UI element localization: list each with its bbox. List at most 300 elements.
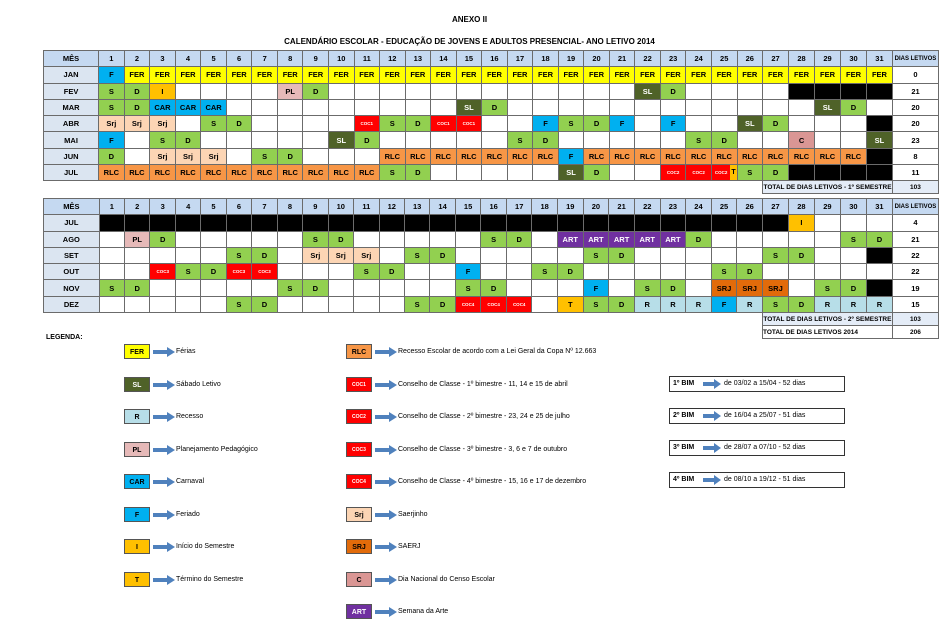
day-cell — [328, 116, 354, 132]
day-number-header: 28 — [788, 199, 814, 215]
day-cell — [841, 132, 867, 148]
day-cell: FER — [431, 67, 457, 83]
day-cell — [635, 132, 661, 148]
day-number-header: 21 — [609, 199, 635, 215]
annex-title: ANEXO II — [451, 15, 488, 24]
day-number-header: 29 — [815, 51, 841, 67]
day-number-header: 19 — [557, 199, 583, 215]
day-cell — [150, 296, 176, 312]
day-number-header: 11 — [354, 51, 380, 67]
day-cell — [532, 231, 557, 247]
day-cell: FER — [405, 67, 431, 83]
arrow-icon — [152, 575, 176, 585]
day-cell — [558, 83, 584, 99]
day-cell — [328, 215, 353, 231]
legend-label: Feriado — [176, 510, 200, 518]
day-number-header: 15 — [455, 199, 481, 215]
legend-swatch: C — [346, 572, 372, 587]
day-cell: FER — [789, 67, 815, 83]
day-number-header: 22 — [635, 51, 661, 67]
day-cell: F — [99, 132, 125, 148]
day-cell — [277, 215, 302, 231]
day-cell: Srj — [328, 247, 353, 263]
arrow-icon — [374, 380, 398, 390]
day-cell: F — [583, 280, 609, 296]
arrow-icon — [374, 542, 398, 552]
day-cell — [201, 132, 227, 148]
day-cell — [354, 296, 379, 312]
bimester-box — [669, 408, 845, 424]
day-cell — [176, 247, 201, 263]
day-cell — [737, 83, 763, 99]
day-number-header: 4 — [176, 199, 201, 215]
day-cell — [482, 165, 508, 181]
day-cell: Srj — [303, 247, 328, 263]
day-cell — [252, 280, 278, 296]
legend-swatch: COC1 — [346, 377, 372, 392]
day-cell — [789, 99, 815, 115]
day-cell — [124, 247, 149, 263]
day-cell — [176, 296, 201, 312]
day-cell — [328, 83, 354, 99]
day-cell: CAR — [175, 99, 201, 115]
day-cell — [788, 280, 814, 296]
day-cell: D — [226, 116, 252, 132]
day-number-header: 8 — [277, 51, 303, 67]
header-row — [44, 51, 939, 67]
day-cell — [124, 296, 149, 312]
day-cell: SRJ — [737, 280, 763, 296]
day-cell: S — [277, 280, 302, 296]
day-cell — [354, 148, 380, 164]
day-cell: CAR — [150, 99, 176, 115]
year-total-row — [44, 326, 939, 339]
day-cell: S — [583, 247, 609, 263]
day-number-header: 17 — [507, 51, 533, 67]
day-cell — [303, 296, 328, 312]
month-label: JUN — [44, 148, 99, 164]
day-cell — [328, 99, 354, 115]
day-cell — [711, 83, 737, 99]
month-total: 22 — [892, 264, 938, 280]
day-cell: FER — [866, 67, 892, 83]
legend-label: Conselho de Classe - 4º bimestre - 15, 16 e 17 de dezembro — [398, 478, 587, 485]
day-cell — [789, 116, 815, 132]
day-cell: COC4 — [455, 296, 481, 312]
legend-label: Término do Semestre — [176, 575, 244, 583]
day-cell — [814, 231, 840, 247]
arrow-icon — [152, 542, 176, 552]
month-header: MÊS — [44, 199, 100, 215]
day-cell — [354, 99, 380, 115]
day-cell: Srj — [201, 148, 227, 164]
day-number-header: 28 — [789, 51, 815, 67]
day-number-header: 1 — [99, 51, 125, 67]
legend-label: Recesso — [176, 413, 204, 420]
day-cell: D — [711, 132, 737, 148]
day-cell — [866, 165, 892, 181]
day-cell — [252, 215, 278, 231]
day-number-header: 8 — [277, 199, 302, 215]
day-cell: R — [737, 296, 763, 312]
day-cell: Srj — [175, 148, 201, 164]
arrow-icon — [152, 477, 176, 487]
legend-title: LEGENDA: — [46, 334, 83, 341]
day-cell: Srj — [124, 116, 150, 132]
day-cell — [584, 83, 610, 99]
day-cell — [455, 215, 481, 231]
day-cell: S — [99, 83, 125, 99]
day-cell: RLC — [609, 148, 635, 164]
bimester-range: de 28/07 a 07/10 - 52 dias — [724, 444, 806, 451]
day-cell: D — [252, 296, 278, 312]
bimester-label: 1º BIM — [673, 380, 695, 387]
day-cell: RLC — [405, 148, 431, 164]
day-cell — [737, 132, 763, 148]
day-number-header: 5 — [201, 199, 226, 215]
day-cell — [430, 215, 455, 231]
day-cell: RLC — [354, 165, 380, 181]
day-cell — [762, 231, 788, 247]
day-cell: D — [763, 165, 789, 181]
legend-label: Conselho de Classe - 2º bimestre - 23, 24 e 25 de julho — [398, 413, 570, 420]
day-cell — [609, 215, 635, 231]
day-cell — [481, 247, 507, 263]
day-cell — [609, 165, 635, 181]
day-cell — [533, 83, 559, 99]
day-cell: S — [634, 280, 660, 296]
day-cell: FER — [226, 67, 252, 83]
arrow-icon — [702, 475, 722, 485]
day-cell-part: COC2 — [712, 165, 730, 180]
day-cell — [814, 247, 840, 263]
day-cell: D — [354, 132, 380, 148]
legend-swatch: COC4 — [346, 474, 372, 489]
day-cell: D — [482, 99, 508, 115]
day-cell: S — [404, 296, 429, 312]
day-number-header: 18 — [532, 199, 557, 215]
month-total: 23 — [892, 132, 938, 148]
legend-label: Férias — [176, 348, 196, 355]
day-cell — [379, 247, 404, 263]
day-number-header: 31 — [866, 199, 892, 215]
day-cell — [379, 215, 404, 231]
day-cell: S — [150, 132, 176, 148]
day-cell — [815, 83, 841, 99]
legend-swatch: RLC — [346, 344, 372, 359]
day-cell — [405, 99, 431, 115]
legend-swatch: I — [124, 539, 150, 554]
day-cell — [609, 83, 635, 99]
day-cell: D — [584, 116, 610, 132]
day-cell — [252, 132, 278, 148]
day-cell — [379, 296, 404, 312]
day-cell — [711, 231, 737, 247]
day-number-header: 16 — [481, 199, 507, 215]
day-cell — [482, 83, 508, 99]
day-cell: RLC — [99, 165, 125, 181]
day-cell: SL — [815, 99, 841, 115]
day-cell — [405, 83, 431, 99]
day-number-header: 2 — [124, 199, 149, 215]
day-cell — [456, 83, 482, 99]
day-cell — [506, 247, 532, 263]
day-cell — [737, 215, 763, 231]
day-cell — [99, 231, 124, 247]
day-cell — [431, 83, 457, 99]
day-cell — [303, 99, 329, 115]
day-cell — [634, 264, 660, 280]
day-cell — [277, 264, 302, 280]
day-cell — [150, 247, 176, 263]
day-cell — [532, 280, 557, 296]
day-cell: RLC — [533, 148, 559, 164]
day-cell — [840, 264, 866, 280]
day-cell: D — [584, 165, 610, 181]
legend-swatch: COC3 — [346, 442, 372, 457]
day-cell: S — [303, 231, 328, 247]
day-number-header: 21 — [609, 51, 635, 67]
legend-label: Semana da Arte — [398, 608, 449, 615]
day-cell: D — [124, 280, 149, 296]
day-cell — [354, 280, 379, 296]
day-cell — [557, 215, 583, 231]
bimester-box — [669, 472, 845, 488]
day-number-header: 6 — [226, 199, 252, 215]
day-cell — [557, 280, 583, 296]
day-cell — [430, 231, 455, 247]
day-cell — [201, 280, 226, 296]
day-number-header: 11 — [354, 199, 379, 215]
month-row — [44, 165, 939, 181]
arrow-icon — [374, 412, 398, 422]
day-cell: S — [99, 280, 124, 296]
day-number-header: 26 — [737, 199, 763, 215]
day-cell: S — [814, 280, 840, 296]
day-cell — [455, 247, 481, 263]
day-cell: RLC — [175, 165, 201, 181]
month-total: 15 — [892, 296, 938, 312]
day-cell: S — [455, 280, 481, 296]
month-label: JUL — [44, 215, 100, 231]
day-cell: RLC — [252, 165, 278, 181]
month-label: MAR — [44, 99, 99, 115]
day-cell — [481, 264, 507, 280]
day-cell: COC4 — [481, 296, 507, 312]
day-cell — [763, 99, 789, 115]
day-cell — [99, 215, 124, 231]
day-cell — [506, 215, 532, 231]
month-row — [44, 296, 939, 312]
day-cell: Srj — [354, 247, 379, 263]
arrow-icon — [702, 379, 722, 389]
month-row — [44, 99, 939, 115]
bimester-range: de 08/10 a 19/12 - 51 dias — [724, 476, 806, 483]
day-cell: D — [124, 83, 150, 99]
day-cell — [584, 132, 610, 148]
page-title: CALENDÁRIO ESCOLAR - EDUCAÇÃO DE JOVENS E ADULTOS PRESENCIAL- ANO LETIVO 2014 — [284, 37, 655, 46]
day-cell: RLC — [711, 148, 737, 164]
month-total: 19 — [892, 280, 938, 296]
day-cell: ART — [583, 231, 609, 247]
day-cell: S — [404, 247, 429, 263]
day-cell: F — [711, 296, 737, 312]
day-cell — [840, 215, 866, 231]
month-label: MAI — [44, 132, 99, 148]
day-cell: D — [660, 83, 686, 99]
month-label: ABR — [44, 116, 99, 132]
day-cell: FER — [841, 67, 867, 83]
day-cell — [175, 116, 201, 132]
day-cell: FER — [380, 67, 406, 83]
day-cell — [788, 231, 814, 247]
day-cell: FER — [635, 67, 661, 83]
day-cell — [99, 247, 124, 263]
day-number-header: 12 — [380, 51, 406, 67]
day-number-header: 10 — [328, 199, 353, 215]
semester-total-value: 103 — [892, 181, 938, 194]
day-cell — [635, 165, 661, 181]
day-cell: RLC — [380, 148, 406, 164]
day-cell — [201, 296, 226, 312]
day-cell — [431, 99, 457, 115]
bimester-label: 2º BIM — [673, 412, 695, 419]
semester-total-value: 103 — [892, 313, 938, 326]
month-label: NOV — [44, 280, 100, 296]
day-cell — [815, 165, 841, 181]
day-cell: ART — [557, 231, 583, 247]
month-total: 20 — [892, 116, 938, 132]
month-row — [44, 247, 939, 263]
day-cell: T — [557, 296, 583, 312]
day-cell — [303, 148, 329, 164]
day-cell — [379, 231, 404, 247]
day-cell: COC2 — [660, 165, 686, 181]
day-cell — [815, 132, 841, 148]
day-cell — [737, 231, 763, 247]
day-cell — [404, 280, 429, 296]
legend-swatch: R — [124, 409, 150, 424]
day-cell: RLC — [456, 148, 482, 164]
arrow-icon — [152, 412, 176, 422]
day-cell — [124, 215, 149, 231]
day-cell — [507, 83, 533, 99]
day-cell: D — [788, 296, 814, 312]
month-total: 22 — [892, 247, 938, 263]
day-number-header: 12 — [379, 199, 404, 215]
day-cell: FER — [507, 67, 533, 83]
day-cell — [201, 215, 226, 231]
day-number-header: 13 — [405, 51, 431, 67]
day-number-header: 27 — [763, 51, 789, 67]
day-cell: COC1 — [354, 116, 380, 132]
legend-label: SAERJ — [398, 543, 421, 550]
day-cell: D — [303, 83, 329, 99]
day-cell: S — [252, 148, 278, 164]
day-number-header: 24 — [686, 199, 711, 215]
day-cell — [814, 264, 840, 280]
day-cell: S — [354, 264, 379, 280]
month-total: 21 — [892, 83, 938, 99]
days-header: DIAS LETIVOS — [892, 51, 938, 67]
day-cell: S — [558, 116, 584, 132]
day-cell: D — [866, 231, 892, 247]
legend-label: Conselho de Classe - 1º bimestre - 11, 14 e 15 de abril — [398, 380, 568, 388]
day-cell: D — [557, 264, 583, 280]
day-cell — [789, 83, 815, 99]
day-cell — [815, 116, 841, 132]
day-cell — [686, 215, 711, 231]
arrow-icon — [374, 607, 398, 617]
day-number-header: 5 — [201, 51, 227, 67]
day-number-header: 3 — [150, 51, 176, 67]
bimester-label: 4º BIM — [673, 476, 695, 483]
day-cell — [226, 280, 252, 296]
day-cell — [303, 132, 329, 148]
day-cell — [328, 264, 353, 280]
day-cell — [841, 83, 867, 99]
day-number-header: 14 — [431, 51, 457, 67]
day-cell — [686, 247, 711, 263]
day-cell: D — [686, 231, 711, 247]
day-cell: SL — [635, 83, 661, 99]
day-cell — [866, 83, 892, 99]
day-cell: S — [99, 99, 125, 115]
day-cell — [252, 231, 278, 247]
day-cell: SL — [737, 116, 763, 132]
day-cell: RLC — [482, 148, 508, 164]
day-cell: Srj — [99, 116, 125, 132]
day-cell — [328, 148, 354, 164]
day-cell: ART — [634, 231, 660, 247]
day-cell — [686, 99, 712, 115]
day-cell: RLC — [660, 148, 686, 164]
day-number-header: 13 — [404, 199, 429, 215]
month-row — [44, 215, 939, 231]
day-cell — [124, 264, 149, 280]
day-cell — [226, 83, 252, 99]
day-cell — [124, 148, 150, 164]
day-cell — [430, 264, 455, 280]
day-number-header: 1 — [99, 199, 124, 215]
day-number-header: 20 — [583, 199, 609, 215]
day-cell — [201, 83, 227, 99]
day-cell — [150, 280, 176, 296]
legend-swatch: ART — [346, 604, 372, 619]
day-number-header: 17 — [506, 199, 532, 215]
day-cell: S — [380, 116, 406, 132]
day-number-header: 6 — [226, 51, 252, 67]
day-cell: PL — [277, 83, 303, 99]
day-cell — [711, 247, 737, 263]
day-number-header: 19 — [558, 51, 584, 67]
day-cell: FER — [277, 67, 303, 83]
day-cell: FER — [328, 67, 354, 83]
day-cell: COC3 — [226, 264, 252, 280]
day-cell — [557, 247, 583, 263]
month-row — [44, 116, 939, 132]
day-cell: S — [583, 296, 609, 312]
day-cell: I — [788, 215, 814, 231]
day-cell: FER — [737, 67, 763, 83]
bimester-range: de 16/04 a 25/07 - 51 dias — [724, 412, 806, 419]
day-cell: D — [252, 247, 278, 263]
day-cell: S — [507, 132, 533, 148]
day-cell — [431, 132, 457, 148]
calendar-first-semester — [43, 50, 939, 194]
day-cell: R — [814, 296, 840, 312]
legend-label: Saerjinho — [398, 510, 428, 518]
